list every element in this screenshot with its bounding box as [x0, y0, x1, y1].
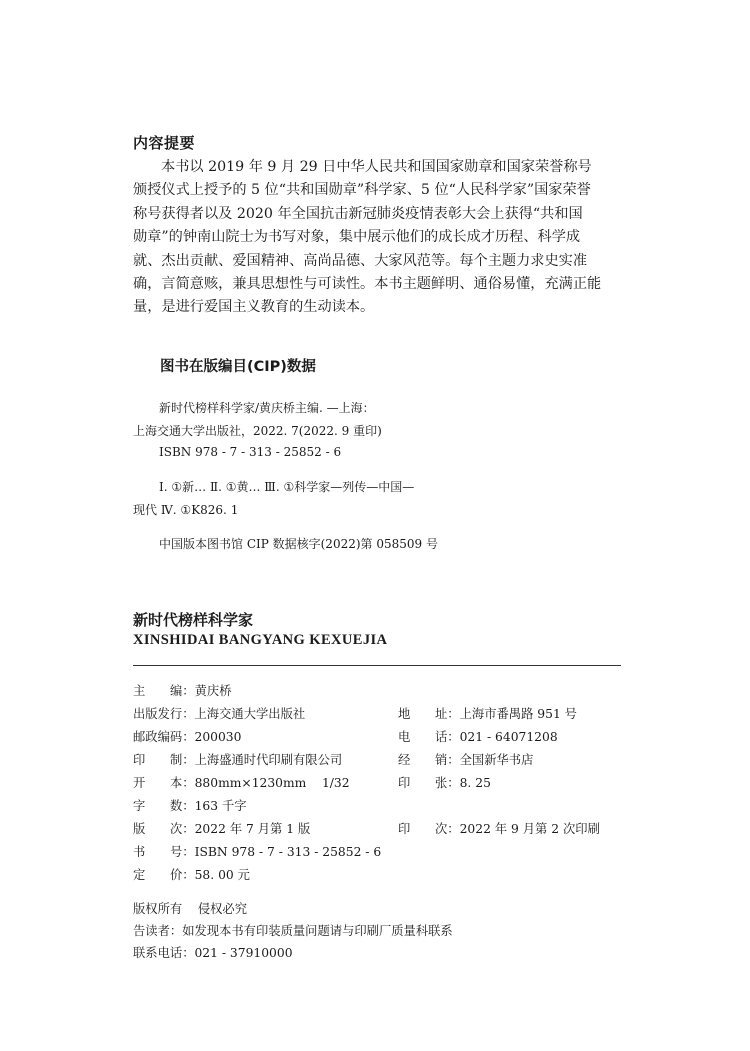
cip-line-isbn: ISBN 978 - 7 - 313 - 25852 - 6	[159, 445, 342, 459]
summary-line: 就、杰出贡献、爱国精神、高尚品德、大家风范等。每个主题力求史实准	[133, 252, 588, 269]
format-row: 开 本：880mm×1230mm 1/32	[133, 776, 350, 790]
printer-value: 上海盛通时代印刷有限公司	[194, 753, 343, 767]
postcode-value: 200030	[194, 730, 242, 744]
printer-row: 印 制：上海盛通时代印刷有限公司	[133, 753, 343, 767]
edition-row: 版 次：2022 年 7 月第 1 版	[133, 822, 311, 836]
editor-value: 黄庆桥	[194, 684, 232, 698]
publisher-row: 出版发行：上海交通大学出版社	[133, 707, 306, 721]
summary-title: 内容提要	[133, 134, 196, 152]
summary-body	[133, 156, 633, 320]
distributor-row: 经 销：全国新华书店	[398, 753, 534, 767]
summary-line: 本书以 2019 年 9 月 29 日中华人民共和国国家勋章和国家荣誉称号	[161, 159, 592, 175]
price-row: 定 价：58. 00 元	[133, 868, 250, 882]
book-title: 新时代榜样科学家	[133, 611, 254, 629]
summary-line: 称号获得者以及 2020 年全国抗击新冠肺炎疫情表彰大会上获得“共和国	[133, 205, 583, 222]
isbn-value: ISBN 978 - 7 - 313 - 25852 - 6	[194, 845, 382, 859]
cip-line-classification-cont: 现代 Ⅳ. ①K826. 1	[133, 503, 239, 517]
phone-row: 电 话：021 - 64071208	[398, 730, 558, 744]
words-row: 字 数：163 千字	[133, 799, 247, 813]
edition-value: 2022 年 7 月第 1 版	[194, 822, 311, 836]
distributor-value: 全国新华书店	[459, 753, 534, 767]
impression-value: 2022 年 9 月第 2 次印刷	[459, 822, 600, 836]
address-row: 地 址：上海市番禺路 951 号	[398, 707, 577, 721]
cip-line-title: 新时代榜样科学家/黄庆桥主编. —上海：	[159, 401, 375, 415]
sheets-value: 8. 25	[459, 776, 491, 790]
editor-row: 主 编：黄庆桥	[133, 684, 232, 698]
reader-notice: 告读者：如发现本书有印装质量问题请与印刷厂质量科联系	[133, 924, 453, 938]
impression-row: 印 次：2022 年 9 月第 2 次印刷	[398, 822, 600, 836]
cip-title: 图书在版编目(CIP)数据	[160, 359, 316, 375]
cip-line-classification: Ⅰ. ①新… Ⅱ. ①黄… Ⅲ. ①科学家—列传—中国—	[159, 480, 415, 494]
publisher-value: 上海交通大学出版社	[194, 707, 306, 721]
words-value: 163 千字	[194, 799, 247, 813]
summary-line: 勋章”的钟南山院士为书写对象，集中展示他们的成长成才历程、科学成	[133, 229, 581, 246]
copyright-notice: 版权所有 侵权必究	[133, 902, 248, 916]
cip-line-publisher: 上海交通大学出版社，2022. 7(2022. 9 重印)	[133, 424, 382, 438]
format-value: 880mm×1230mm 1/32	[194, 776, 350, 790]
summary-line: 量，是进行爱国主义教育的生动读本。	[133, 299, 375, 316]
cip-line-record: 中国版本图书馆 CIP 数据核字(2022)第 058509 号	[159, 537, 438, 551]
sheets-row: 印 张：8. 25	[398, 776, 491, 790]
price-value: 58. 00 元	[194, 868, 250, 882]
isbn-row: 书 号：ISBN 978 - 7 - 313 - 25852 - 6	[133, 845, 382, 859]
address-value: 上海市番禺路 951 号	[459, 707, 577, 721]
book-pinyin: XINSHIDAI BANGYANG KEXUEJIA	[133, 632, 388, 648]
phone-value: 021 - 64071208	[459, 730, 558, 744]
summary-line: 颁授仪式上授予的 5 位“共和国勋章”科学家、5 位“人民科学家”国家荣誉	[133, 182, 591, 199]
contact-phone: 联系电话：021 - 37910000	[133, 946, 293, 960]
postcode-row: 邮政编码：200030	[133, 730, 242, 744]
divider-line	[133, 665, 621, 666]
summary-line: 确，言简意赅，兼具思想性与可读性。本书主题鲜明、通俗易懂，充满正能	[133, 276, 602, 293]
